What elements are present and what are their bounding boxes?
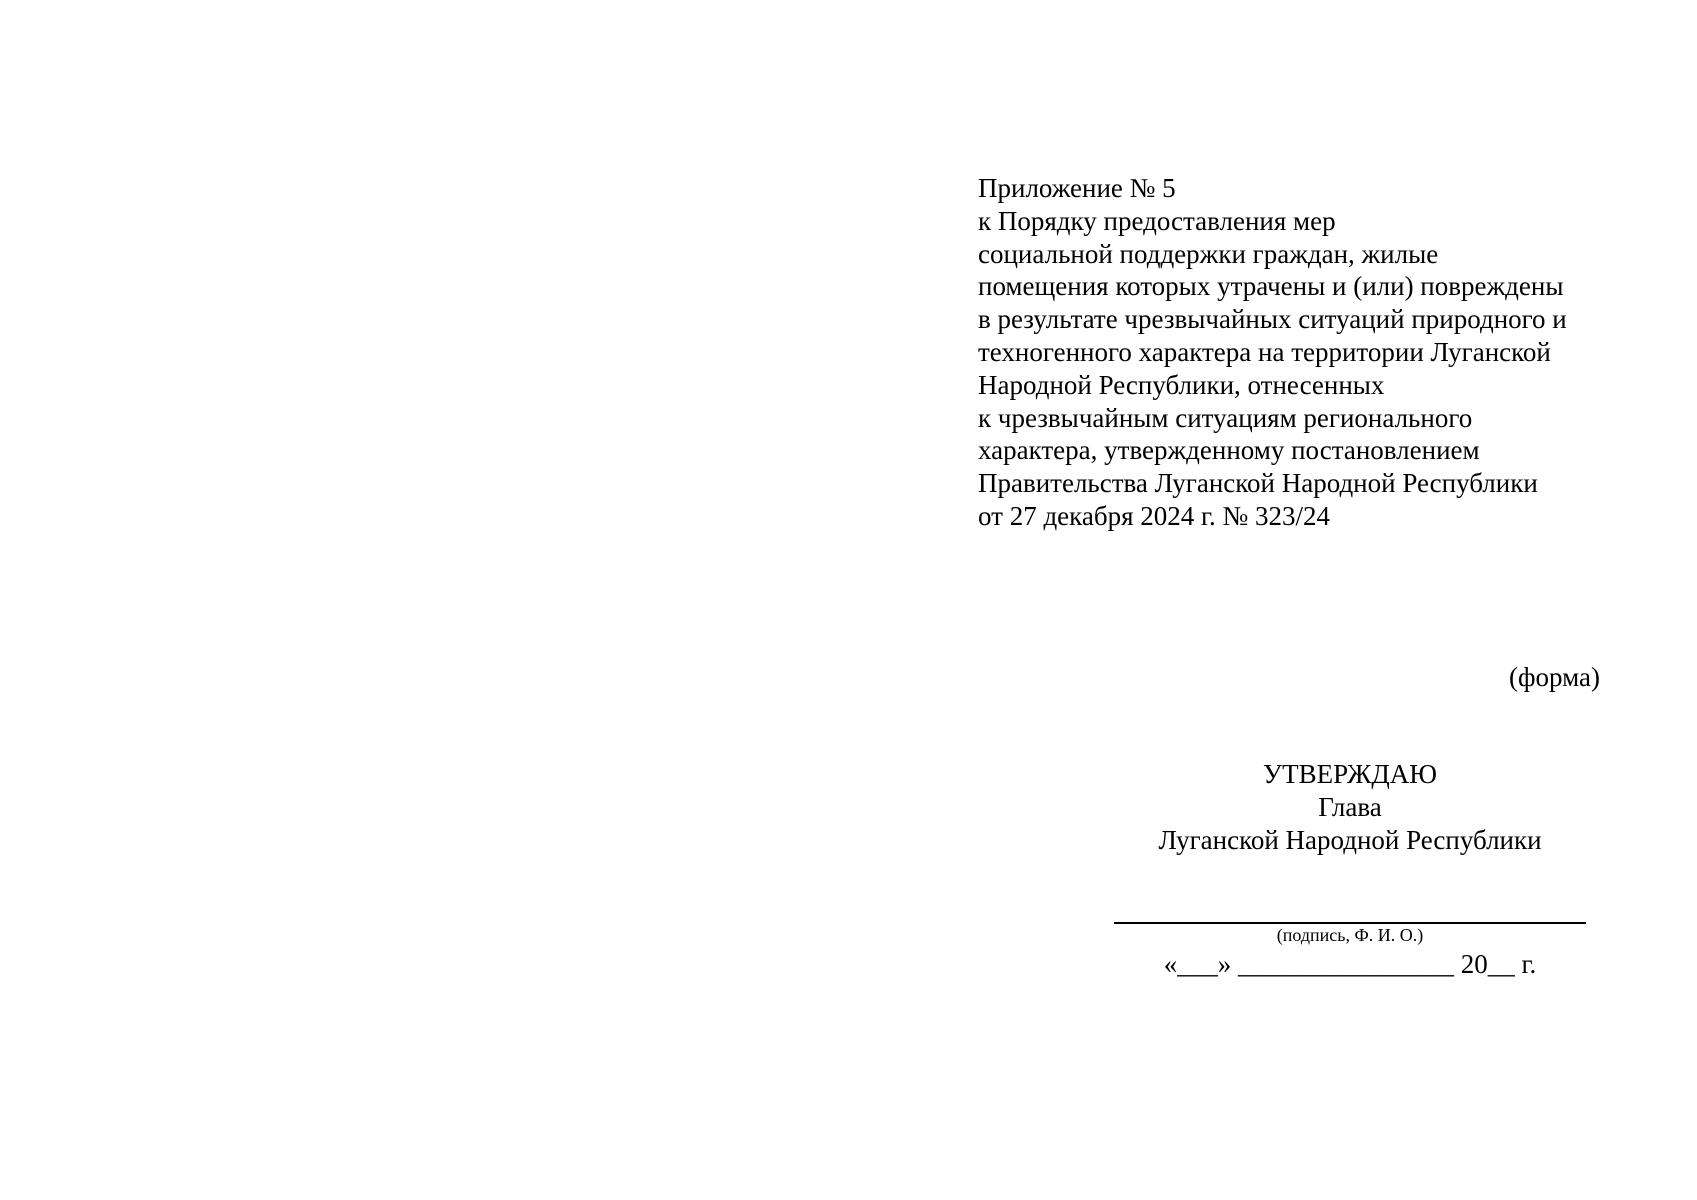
appendix-line: к чрезвычайным ситуациям регионального [978, 402, 1473, 433]
approval-position: Глава [1318, 792, 1382, 822]
approval-heading: УТВЕРЖДАЮ [1262, 759, 1438, 789]
appendix-line: социальной поддержки граждан, жилые [978, 238, 1439, 269]
appendix-line: характера, утвержденному постановлением [978, 435, 1480, 466]
approval-block [1100, 758, 1600, 857]
appendix-line: техногенного характера на территории Луганской [978, 336, 1551, 367]
appendix-line: помещения которых утрачены и (или) повреждены [978, 271, 1564, 302]
appendix-line: в результате чрезвычайных ситуаций природного и [978, 304, 1567, 335]
appendix-line: Приложение № 5 [978, 173, 1176, 203]
date-line: «___» ________________ 20__ г. [1163, 949, 1537, 979]
appendix-line: от 27 декабря 2024 г. № 323/24 [978, 500, 1331, 531]
appendix-header [978, 172, 1638, 533]
appendix-line: Правительства Луганской Народной Республики [978, 468, 1538, 499]
form-label: (форма) [1509, 662, 1600, 692]
approval-organization: Луганской Народной Республики [1158, 825, 1542, 855]
appendix-line: Народной Республики, отнесенных [978, 369, 1385, 400]
appendix-line: к Порядку предоставления мер [978, 205, 1336, 236]
signature-caption: (подпись, Ф. И. О.) [1276, 925, 1424, 945]
